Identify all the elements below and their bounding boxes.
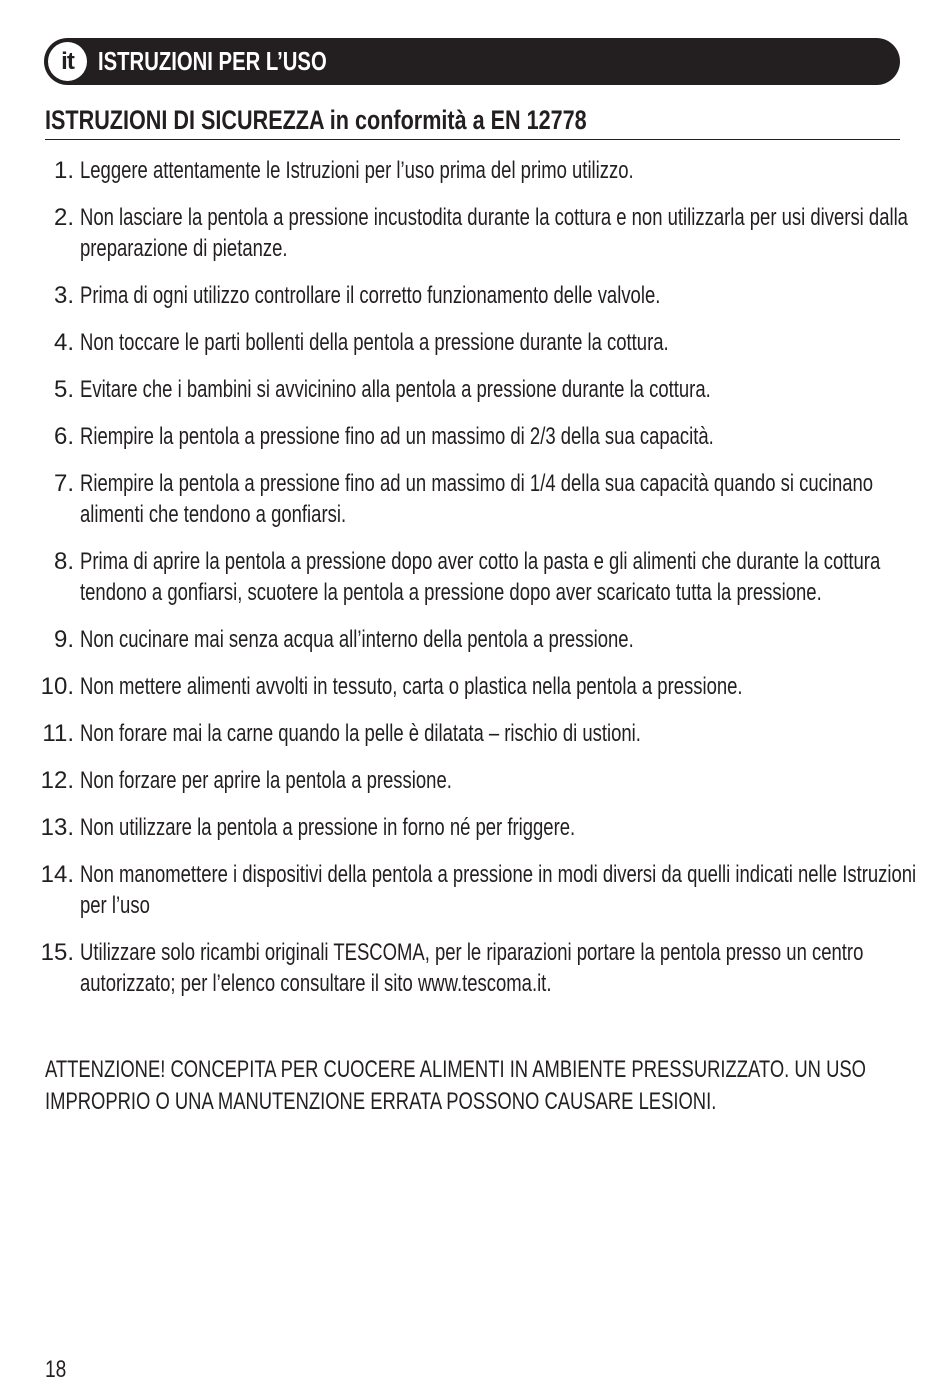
list-item-number: 11. bbox=[42, 720, 74, 747]
list-item-text: Prima di aprire la pentola a pressione dopo aver cotto la pasta e gli alimenti che durante la cottura tendono a gonfiarsi, scuotere la pentola a pressione dopo aver scaricato tutta la pressione. bbox=[80, 548, 881, 606]
list-item-number: 4. bbox=[53, 329, 74, 356]
list-item bbox=[0, 812, 950, 843]
list-item-text: Non lasciare la pentola a pressione incustodita durante la cottura e non utilizzarla per usi diversi dalla preparazione di pietanze. bbox=[80, 204, 908, 262]
list-item-text: Non cucinare mai senza acqua all’interno della pentola a pressione. bbox=[80, 626, 634, 653]
list-item-text: Non forare mai la carne quando la pelle è dilatata – rischio di ustioni. bbox=[80, 720, 641, 747]
list-item bbox=[0, 327, 950, 358]
list-item-text: Non manomettere i dispositivi della pentola a pressione in modi diversi da quelli indicati nelle Istruzioni per l’uso bbox=[80, 861, 917, 919]
list-item-text: Non utilizzare la pentola a pressione in forno né per friggere. bbox=[80, 814, 576, 841]
list-item-text: Utilizzare solo ricambi originali TESCOMA, per le riparazioni portare la pentola presso un centro autorizzato; per l’elenco consultare il sito www.tescoma.it. bbox=[80, 939, 864, 997]
list-item bbox=[0, 937, 950, 999]
list-item-number: 1. bbox=[53, 157, 74, 184]
list-item-number: 7. bbox=[53, 470, 74, 497]
list-item-number: 10. bbox=[40, 673, 74, 700]
list-item-number: 15. bbox=[40, 939, 74, 966]
list-item-number: 13. bbox=[40, 814, 74, 841]
list-item-text: Riempire la pentola a pressione fino ad un massimo di 1/4 della sua capacità quando si cucinano alimenti che tendono a gonfiarsi. bbox=[80, 470, 874, 528]
list-item-text: Evitare che i bambini si avvicinino alla pentola a pressione durante la cottura. bbox=[80, 376, 711, 403]
page-number: 18 bbox=[45, 1356, 67, 1383]
list-item bbox=[0, 671, 950, 702]
list-item-number: 14. bbox=[40, 861, 74, 888]
section-divider bbox=[45, 139, 900, 140]
list-item-number: 12. bbox=[40, 767, 74, 794]
list-item-text: Riempire la pentola a pressione fino ad un massimo di 2/3 della sua capacità. bbox=[80, 423, 714, 450]
list-item bbox=[0, 718, 950, 749]
list-item bbox=[0, 546, 950, 608]
warning-notice: ATTENZIONE! CONCEPITA PER CUOCERE ALIMENTI IN AMBIENTE PRESSURIZZATO. UN USO IMPROPRIO O UNA MANUTENZIONE ERRATA POSSONO CAUSARE LESIONI. bbox=[45, 1056, 866, 1115]
list-item-number: 9. bbox=[53, 626, 74, 653]
page-title: ISTRUZIONI PER L’USO bbox=[98, 46, 327, 76]
list-item bbox=[0, 155, 950, 186]
list-item-number: 6. bbox=[53, 423, 74, 450]
list-item bbox=[0, 202, 950, 264]
list-item bbox=[0, 280, 950, 311]
section-title: ISTRUZIONI DI SICUREZZA in conformità a EN 12778 bbox=[45, 105, 587, 135]
list-item-text: Non forzare per aprire la pentola a pressione. bbox=[80, 767, 452, 794]
list-item bbox=[0, 421, 950, 452]
section-banner bbox=[44, 38, 900, 85]
list-item bbox=[0, 765, 950, 796]
list-item bbox=[0, 624, 950, 655]
list-item-text: Prima di ogni utilizzo controllare il corretto funzionamento delle valvole. bbox=[80, 282, 661, 309]
list-item bbox=[0, 859, 950, 921]
language-badge: it bbox=[48, 42, 87, 81]
list-item-text: Leggere attentamente le Istruzioni per l’uso prima del primo utilizzo. bbox=[80, 157, 634, 184]
list-item bbox=[0, 374, 950, 405]
list-item-number: 8. bbox=[53, 548, 74, 575]
list-item-number: 5. bbox=[53, 376, 74, 403]
list-item-number: 3. bbox=[53, 282, 74, 309]
list-item bbox=[0, 468, 950, 530]
list-item-text: Non toccare le parti bollenti della pentola a pressione durante la cottura. bbox=[80, 329, 669, 356]
list-item-text: Non mettere alimenti avvolti in tessuto, carta o plastica nella pentola a pressione. bbox=[80, 673, 743, 700]
list-item-number: 2. bbox=[53, 204, 74, 231]
safety-instructions-list bbox=[0, 155, 950, 1015]
